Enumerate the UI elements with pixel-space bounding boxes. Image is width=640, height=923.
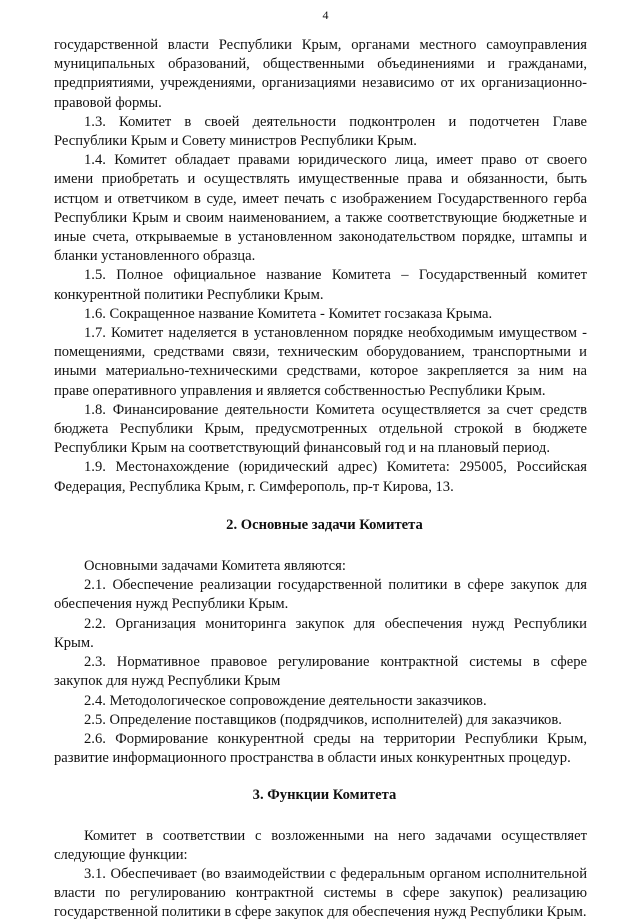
paragraph-2-6: 2.6. Формирование конкурентной среды на территории Республики Крым, развитие информационного пространства в области иных конкурентных процедур. [54, 730, 587, 767]
paragraph-1-7: 1.7. Комитет наделяется в установленном порядке необходимым имуществом - помещениями, средствами связи, техническим оборудованием, транспортными и иными материально-техническими средствами, которое закрепляется за ним на праве оперативного управления и является собственностью Республики Крым. [54, 325, 587, 399]
section3-heading: 3. Функции Комитета [252, 787, 397, 804]
paragraph-2-5: 2.5. Определение поставщиков (подрядчиков, исполнителей) для заказчиков. [84, 711, 562, 728]
paragraph-1-3: 1.3. Комитет в своей деятельности подконтролен и подотчетен Главе Республики Крым и Совету министров Республики Крым. [54, 113, 587, 150]
paragraph-1-4: 1.4. Комитет обладает правами юридического лица, имеет право от своего имени приобретать и осуществлять имущественные права и обязанности, быть истцом и ответчиком в суде, имеет печать с изображением Государственного герба Республики Крым и своим наименованием, а также соответствующие бюджетные и иные счета, открываемые в установленном законодательством порядке, штампы и бланки установленного образца. [54, 152, 587, 265]
paragraph-1-8: 1.8. Финансирование деятельности Комитета осуществляется за счет средств бюджета Республики Крым, предусмотренных отдельной строкой в бюджете Республики Крым на соответствующий финансовый год и на плановый период. [54, 401, 587, 457]
paragraph-continuation: государственной власти Республики Крым, органами местного самоуправления муниципальных образований, общественными объединениями и гражданами, предприятиями, учреждениями, организациями независимо от их организационно-правовой формы. [54, 37, 587, 111]
section2-heading: 2. Основные задачи Комитета [226, 516, 423, 533]
section2-intro: Основными задачами Комитета являются: [84, 558, 346, 575]
paragraph-2-1: 2.1. Обеспечение реализации государственной политики в сфере закупок для обеспечения нужд Республики Крым. [54, 577, 587, 613]
section3-body [54, 827, 587, 923]
section3-intro: Комитет в соответствии с возложенными на него задачами осуществляет следующие функции: [54, 827, 587, 863]
paragraph-3-1: 3.1. Обеспечивает (во взаимодействии с федеральным органом исполнительной власти по регулированию контрактной системы в сфере закупок) реализацию государственной политики в сфере закупок для обеспечения нужд Республики Крым. [54, 865, 587, 921]
paragraph-2-4: 2.4. Методологическое сопровождение деятельности заказчиков. [84, 692, 487, 709]
paragraph-2-3: 2.3. Нормативное правовое регулирование контрактной системы в сфере закупок для нужд Республики Крым [54, 654, 587, 690]
paragraph-2-2: 2.2. Организация мониторинга закупок для обеспечения нужд Республики Крым. [54, 615, 587, 651]
page-number: 4 [322, 8, 329, 22]
paragraph-1-5: 1.5. Полное официальное название Комитета – Государственный комитет конкурентной политики Республики Крым. [54, 267, 587, 303]
section1-body [54, 36, 587, 497]
paragraph-1-6: 1.6. Сокращенное название Комитета - Комитет госзаказа Крыма. [84, 305, 493, 322]
paragraph-1-9: 1.9. Местонахождение (юридический адрес) Комитета: 295005, Российская Федерация, Республика Крым, г. Симферополь, пр-т Кирова, 13. [54, 459, 587, 495]
section2-body [54, 557, 587, 768]
